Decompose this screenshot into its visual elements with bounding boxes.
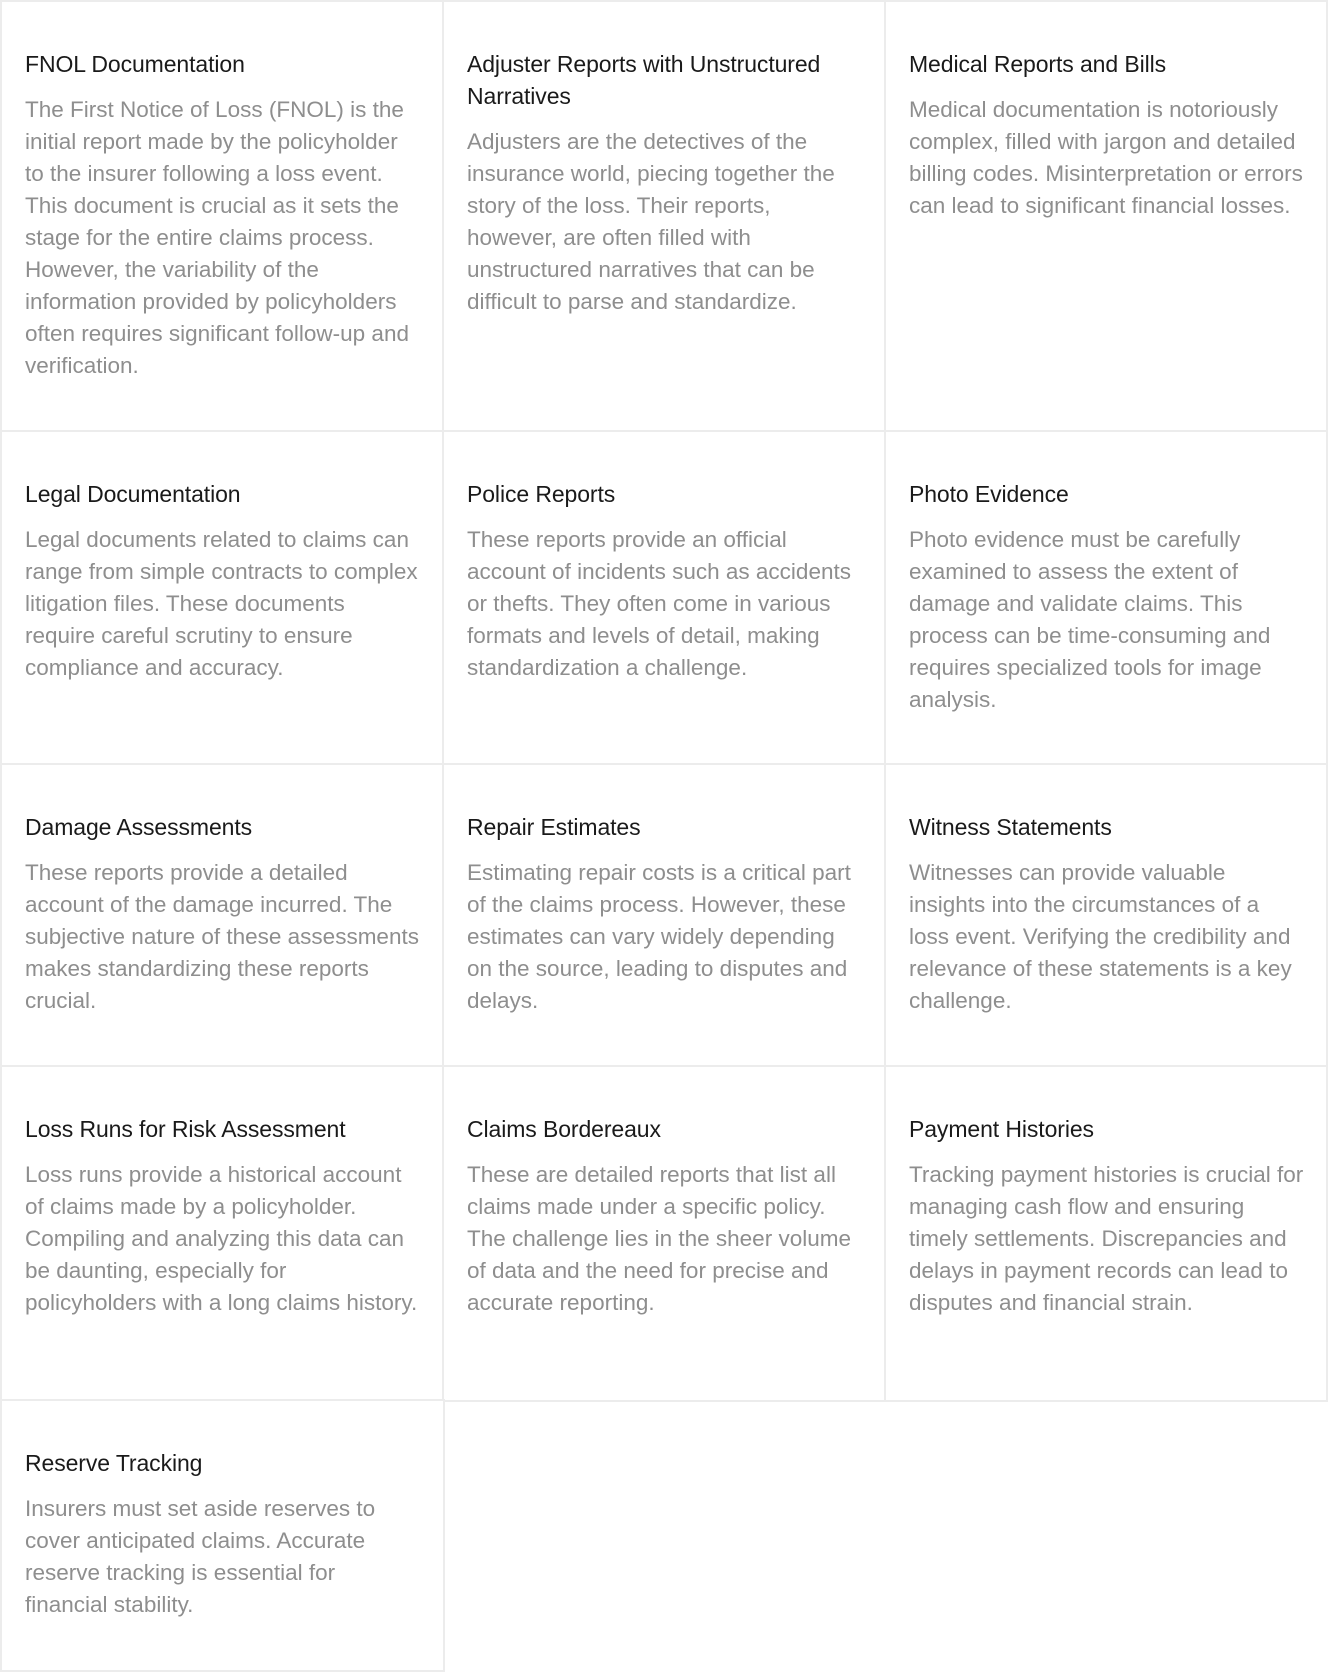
card-title: Legal Documentation: [25, 481, 241, 507]
card-claims-bordereaux: [442, 1065, 887, 1402]
card-description: These are detailed reports that list all claims made under a specific policy. The challenge lies in the sheer volume of data and the need for precise and accurate reporting.: [467, 1162, 851, 1315]
card-adjuster-reports: [442, 0, 887, 433]
card-description: Loss runs provide a historical account of claims made by a policyholder. Compiling and analyzing this data can be daunting, especially for policyholders with a long claims history.: [25, 1162, 418, 1315]
card-description: Witnesses can provide valuable insights into the circumstances of a loss event. Verifying the credibility and relevance of these statements is a key challenge.: [909, 860, 1292, 1013]
card-title: Loss Runs for Risk Assessment: [25, 1116, 346, 1142]
card-legal-documentation: [0, 430, 445, 766]
card-repair-estimates: [442, 763, 887, 1068]
card-medical-reports: [884, 0, 1328, 433]
card-description: Medical documentation is notoriously complex, filled with jargon and detailed billing codes. Misinterpretation or errors can lead to significant financial losses.: [909, 97, 1303, 218]
card-title: Police Reports: [467, 481, 616, 507]
card-reserve-tracking: [0, 1399, 445, 1672]
card-description: These reports provide a detailed account of the damage incurred. The subjective nature of these assessments makes standardizing these reports crucial.: [25, 860, 419, 1013]
card-fnol-documentation: [0, 0, 445, 433]
card-title: Repair Estimates: [467, 814, 641, 840]
card-description: Estimating repair costs is a critical part of the claims process. However, these estimates can vary widely depending on the source, leading to disputes and delays.: [467, 860, 851, 1013]
card-title: Payment Histories: [909, 1116, 1094, 1142]
card-title: Medical Reports and Bills: [909, 51, 1167, 77]
card-description: Adjusters are the detectives of the insurance world, piecing together the story of the loss. Their reports, however, are often filled with unstructured narratives that can be difficult to parse and standardize.: [467, 129, 835, 314]
card-title: Adjuster Reports with Unstructured Narratives: [467, 51, 821, 109]
card-police-reports: [442, 430, 887, 766]
card-photo-evidence: [884, 430, 1328, 766]
card-title: Witness Statements: [909, 814, 1112, 840]
card-description: These reports provide an official account of incidents such as accidents or thefts. They often come in various formats and levels of detail, making standardization a challenge.: [467, 527, 851, 680]
card-description: Tracking payment histories is crucial for managing cash flow and ensuring timely settlements. Discrepancies and delays in payment records can lead to disputes and financial strain.: [909, 1162, 1304, 1315]
card-title: FNOL Documentation: [25, 51, 245, 77]
card-title: Damage Assessments: [25, 814, 253, 840]
card-description: Legal documents related to claims can range from simple contracts to complex litigation files. These documents require careful scrutiny to ensure compliance and accuracy.: [25, 527, 418, 680]
card-payment-histories: [884, 1065, 1328, 1402]
card-title: Photo Evidence: [909, 481, 1069, 507]
card-loss-runs: [0, 1065, 445, 1402]
card-description: Photo evidence must be carefully examined to assess the extent of damage and validate claims. This process can be time-consuming and requires specialized tools for image analysis.: [909, 527, 1271, 712]
card-description: The First Notice of Loss (FNOL) is the initial report made by the policyholder to the insurer following a loss event. This document is crucial as it sets the stage for the entire claims process. However, the variability of the information provided by policyholders often requires significant follow-up and verification.: [25, 97, 409, 378]
card-title: Claims Bordereaux: [467, 1116, 661, 1142]
card-damage-assessments: [0, 763, 445, 1068]
card-title: Reserve Tracking: [25, 1450, 203, 1476]
card-description: Insurers must set aside reserves to cover anticipated claims. Accurate reserve tracking is essential for financial stability.: [25, 1496, 376, 1617]
card-witness-statements: [884, 763, 1328, 1068]
